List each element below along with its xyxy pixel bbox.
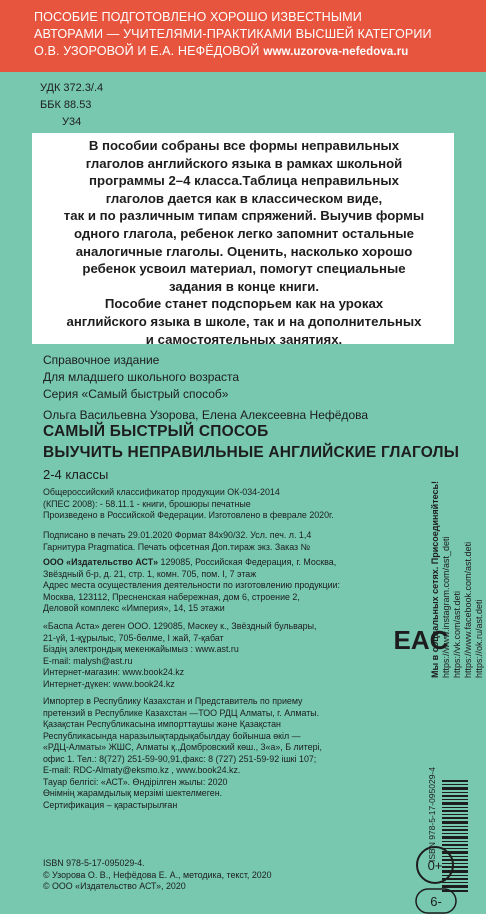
social-link[interactable]: https://ok.ru/ast.deti	[474, 599, 484, 678]
age-six-badge-icon	[415, 888, 457, 914]
copyright-line: © ООО «Издательство АСТ», 2020	[43, 881, 186, 891]
publisher-ru-block	[43, 557, 423, 615]
annotation-line: В пособии собраны все формы неправильных	[88, 138, 400, 153]
banner-site-link[interactable]: www.uzorova-nefedova.ru	[263, 46, 409, 58]
banner-line-1: ПОСОБИЕ ПОДГОТОВЛЕНО ХОРОШО ИЗВЕСТНЫМИ	[34, 10, 362, 24]
authors: Ольга Васильевна Узорова, Елена Алексеевна Нефёдова	[43, 408, 369, 422]
annotation-line: задания в конце книги.	[168, 278, 320, 294]
importer-block	[43, 696, 423, 811]
publisher-line: Адрес места осуществления деятельности по изготовлению продукции:	[43, 580, 340, 590]
title-line-2: ВЫУЧИТЬ НЕПРАВИЛЬНЫЕ АНГЛИЙСКИЕ ГЛАГОЛЫ	[43, 444, 460, 461]
annotation-line: глаголов английского языка в рамках школьной	[85, 155, 403, 171]
annotation-line: и самостоятельных занятиях.	[145, 331, 343, 347]
print-info-line: Подписано в печать 29.01.2020 Формат 84х90/32. Усл. печ. л. 1,4	[43, 530, 312, 540]
banner-authors: О.В. УЗОРОВОЙ И Е.А. НЕФЁДОВОЙ	[34, 44, 260, 58]
series-name: Серия «Самый быстрый способ»	[43, 387, 229, 401]
age-six-text: 6-	[430, 894, 442, 909]
print-info-block	[43, 530, 423, 553]
publisher-kz-line: E-mail: malysh@ast.ru	[43, 655, 133, 666]
annotation-line: ребенок усвоил материал, помогут специальные	[82, 261, 406, 277]
copyright-block	[43, 858, 423, 893]
classifier-line: Произведено в Российской Федерации. Изготовлено в феврале 2020г.	[43, 510, 334, 520]
importer-line: претензий в Республике Казахстан —ТОО РДЦ Алматы, г. Алматы.	[43, 707, 320, 718]
social-heading: Мы в социальных сетях. Присоединяйтесь!	[430, 480, 440, 678]
annotation-line: английского языка в школе, так и на дополнительных	[66, 313, 422, 329]
annotation-line: Пособие станет подспорьем как на уроках	[104, 296, 384, 312]
annotation-line: программы 2–4 класса.Таблица неправильных	[89, 173, 399, 189]
publisher-kz-line: 21-үй, 1-құрылыс, 705-бөлме, I жай, 7-қабат	[43, 632, 224, 643]
age-group: Для младшего школьного возраста	[43, 370, 240, 384]
publisher-kz-line: Біздің электрондық мекенжайымыз : www.ast.ru	[43, 644, 239, 654]
importer-line: Республикасында наразылықтардықабылдау бойынша өкіл —	[43, 730, 301, 741]
classifier-line: Общероссийский классификатор продукции ОК-034-2014	[43, 487, 280, 497]
grade-range: 2-4 классы	[43, 467, 109, 482]
annotation-line: одного глагола, ребенок легко запомнит остальные	[74, 225, 414, 241]
publisher-kz-block	[43, 621, 423, 690]
age-rating-text: 0+	[427, 857, 443, 873]
annotation-line: аналогичные глаголы. Оценить, насколько хорошо	[75, 243, 413, 259]
title-line-1: САМЫЙ БЫСТРЫЙ СПОСОБ	[43, 423, 269, 440]
importer-line: Сертификация – қарастырылған	[43, 799, 178, 810]
classifier-block	[43, 487, 423, 522]
edition-info	[43, 352, 368, 424]
publisher-kz-line: Интернет-магазин: www.book24.kz	[43, 667, 185, 677]
importer-line: офис 1. Тел.: 8(727) 251-59-90,91,факс: 8 (727) 251-59-92 ішкі 107;	[43, 753, 317, 764]
book-title	[43, 422, 459, 464]
eac-mark-icon	[393, 622, 449, 656]
publisher-line: Москва, 123112, Пресненская набережная, дом 6, строение 2,	[43, 591, 300, 602]
importer-line: «РДЦ-Алматы» ЖШС, Алматы қ.,Домбровский көш., 3«а», Б литері,	[43, 742, 322, 752]
importer-line: E-mail: RDC-Almaty@eksmo.kz , www.book24.kz.	[43, 765, 241, 775]
publisher-address: 129085, Российская Федерация, г. Москва,	[158, 557, 337, 567]
classifier-line: (КПЕС 2008): - 58.11.1 - книги, брошюры печатные	[43, 498, 251, 509]
annotation-line: глаголов дается как в классическом виде,	[105, 190, 383, 206]
eac-mark-text: EAC	[393, 625, 449, 655]
social-link[interactable]: https://vk.com/ast.deti	[452, 590, 462, 678]
annotation-line: так и по различным типам спряжений. Выучив формы	[63, 208, 425, 224]
publisher-name: ООО «Издательство АСТ»	[43, 557, 159, 567]
importer-line: Өнімнің жарамдылық мерзімі шектелмеген.	[43, 788, 223, 798]
social-link[interactable]: https://www.instagram.com/ast_deti	[441, 536, 451, 678]
publisher-line	[43, 557, 423, 569]
barcode-icon	[440, 780, 470, 895]
publisher-kz-line: Интернет-дүкен: www.book24.kz	[43, 678, 175, 689]
bbk-code: ББК 88.53	[40, 99, 92, 111]
publisher-line: Звёздный б-р, д. 21, стр. 1, комн. 705, пом. I, 7 этаж	[43, 568, 257, 579]
banner-line-3	[34, 43, 476, 61]
importer-line: Қазақстан Республикасына импорттаушы және Қазақстан	[43, 719, 281, 729]
copyright-line: ISBN 978-5-17-095029-4.	[43, 858, 145, 868]
isbn-vertical: ISBN 978-5-17-095029-4	[427, 767, 437, 862]
publisher-line: Деловой комплекс «Империя», 14, 15 этажи	[43, 603, 225, 613]
udk-code: УДК 372.3/.4	[40, 82, 104, 94]
annotation	[38, 137, 450, 348]
importer-line: Тауар белгісі: «АСТ». Өндірілген жылы: 2020	[43, 776, 228, 787]
importer-line: Импортер в Республику Казахстан и Представитель по приему	[43, 696, 303, 706]
classification-codes	[40, 80, 103, 131]
print-info-line: Гарнитура Pragmatica. Печать офсетная Доп.тираж экз. Заказ №	[43, 541, 311, 552]
copyright-line: © Узорова О. В., Нефёдова Е. А., методика, текст, 2020	[43, 869, 272, 880]
header-banner	[0, 0, 486, 72]
author-mark: У34	[62, 116, 82, 128]
banner-line-2: АВТОРАМИ — УЧИТЕЛЯМИ-ПРАКТИКАМИ ВЫСШЕЙ КАТЕГОРИИ	[34, 27, 432, 41]
publisher-kz-line: «Баспа Аста» деген ООО. 129085, Мәскеу к., Звёздный бульвары,	[43, 621, 317, 631]
edition-type: Справочное издание	[43, 353, 160, 367]
social-link[interactable]: https://www.facebook.com/ast.deti	[463, 541, 473, 678]
